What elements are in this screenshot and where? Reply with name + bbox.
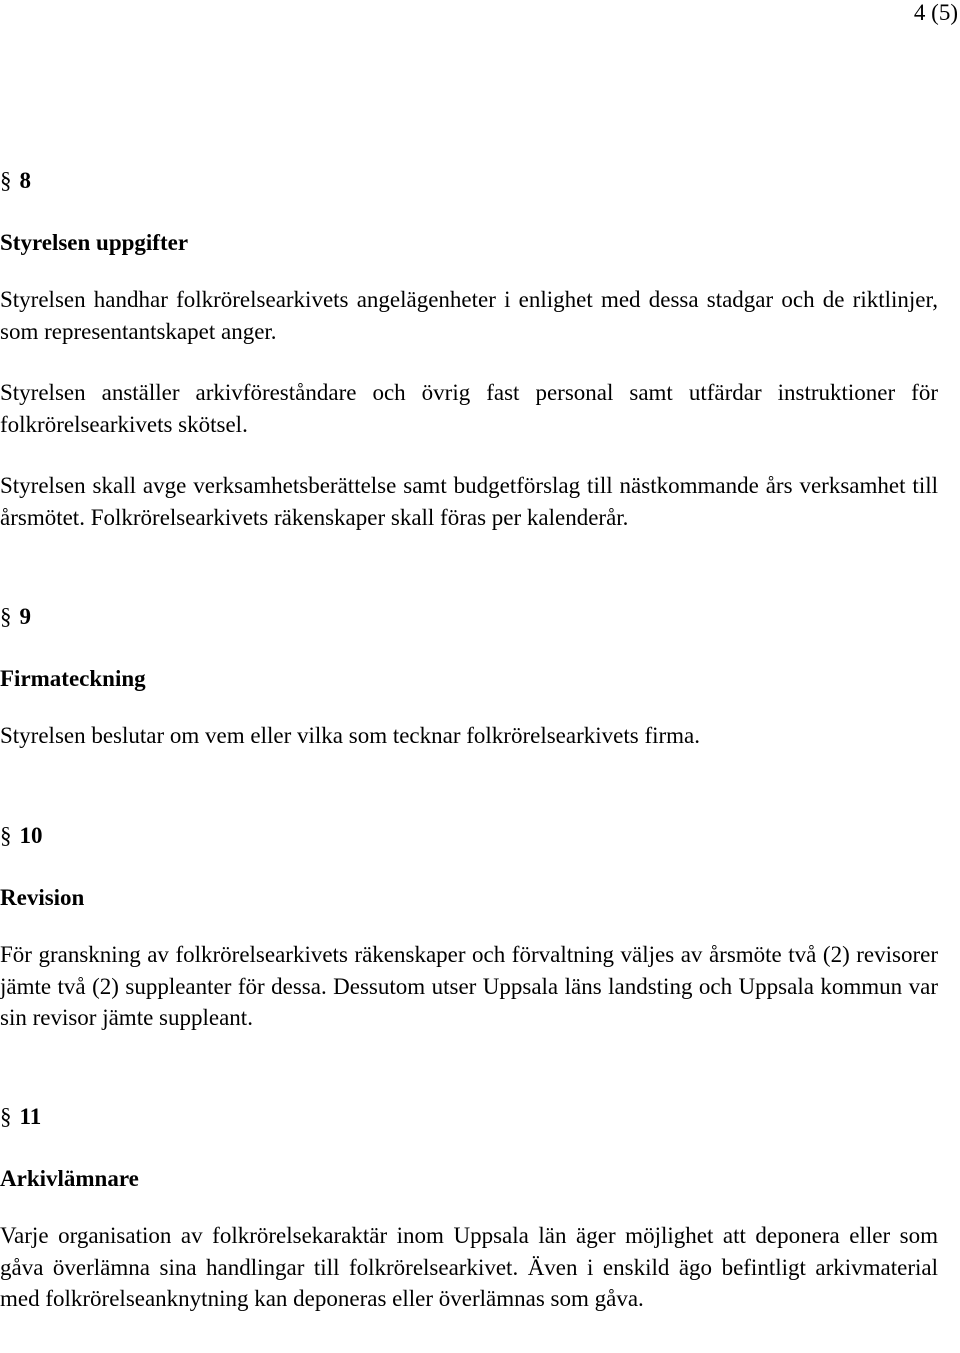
paragraph: För granskning av folkrörelsearkivets räkenskaper och förvaltning väljes av årsmöte två (2) revisorer jämte två (2) suppleanter för dessa. Dessutom utser Uppsala läns landsting och Uppsala kommun var sin revisor jämte suppleant. [0, 942, 938, 1030]
section-number [0, 1104, 938, 1130]
page-number: 4 (5) [913, 0, 958, 25]
section-heading: Arkivlämnare [0, 1166, 139, 1191]
paragraph: Styrelsen beslutar om vem eller vilka som tecknar folkrörelsearkivets firma. [0, 723, 700, 748]
section-8 [0, 168, 938, 533]
section-symbol: § [0, 1104, 12, 1129]
section-symbol: § [0, 168, 12, 193]
section-number-value: 9 [19, 604, 31, 629]
section-number [0, 168, 938, 194]
section-heading: Firmateckning [0, 666, 146, 691]
paragraph: Varje organisation av folkrörelsekaraktär inom Uppsala län äger möjlighet att deponera eller som gåva överlämna sina handlingar till folkrörelsearkivet. Även i enskild ägo befintligt arkivmaterial med folkrörelseanknytning kan deponeras eller överlämnas som gåva. [0, 1223, 938, 1311]
section-heading: Revision [0, 885, 85, 910]
section-9 [0, 604, 938, 752]
section-number [0, 604, 938, 630]
paragraph: Styrelsen skall avge verksamhetsberättelse samt budgetförslag till nästkommande års verksamhet till årsmötet. Folkrörelsearkivets räkenskaper skall föras per kalenderår. [0, 473, 938, 530]
paragraph: Styrelsen anställer arkivföreståndare och övrig fast personal samt utfärdar instruktioner för folkrörelsearkivets skötsel. [0, 380, 938, 437]
section-number [0, 823, 938, 849]
paragraph: Styrelsen handhar folkrörelsearkivets angelägenheter i enlighet med dessa stadgar och de riktlinjer, som representantskapet anger. [0, 287, 938, 344]
section-11 [0, 1104, 938, 1315]
section-symbol: § [0, 604, 12, 629]
section-10 [0, 823, 938, 1034]
section-number-value: 11 [19, 1104, 42, 1129]
section-symbol: § [0, 823, 12, 848]
section-heading: Styrelsen uppgifter [0, 230, 189, 255]
section-number-value: 10 [19, 823, 43, 848]
section-number-value: 8 [19, 168, 31, 193]
